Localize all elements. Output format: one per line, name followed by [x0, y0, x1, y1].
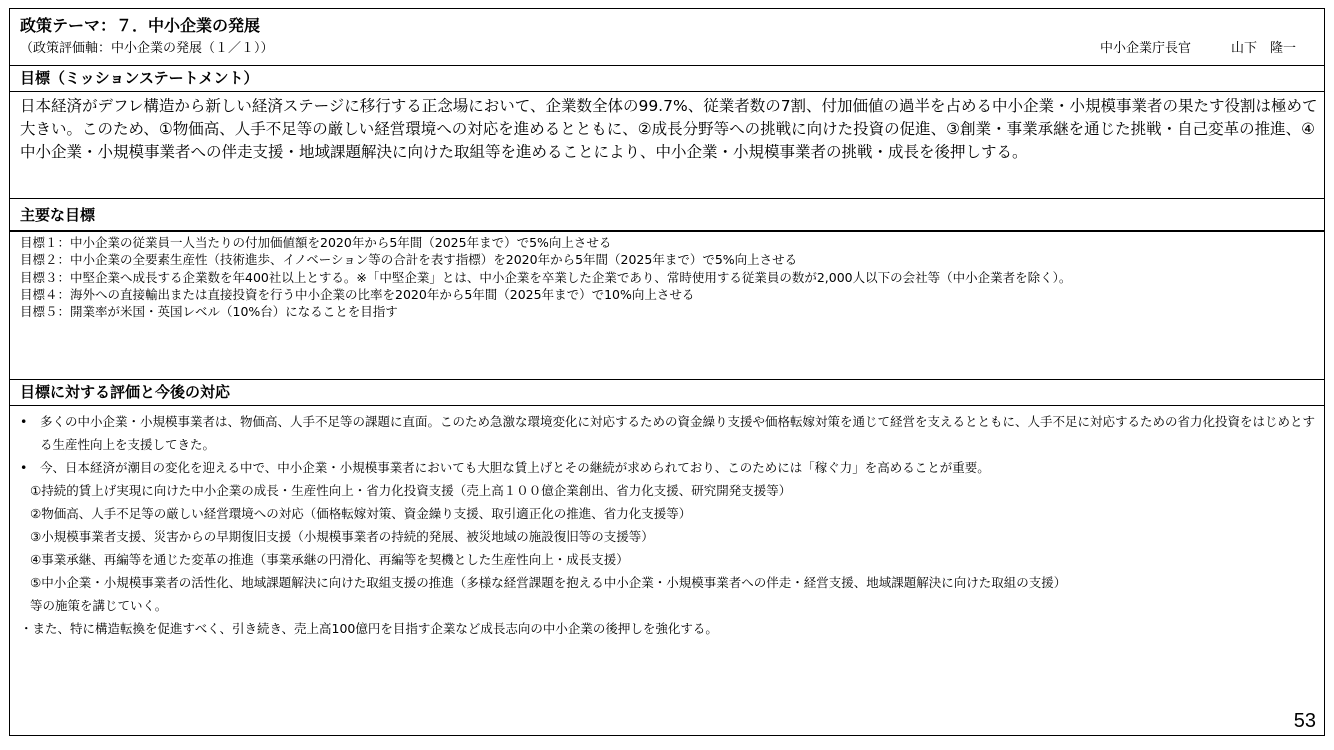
- header: [10, 9, 1324, 65]
- slide-frame: [9, 8, 1325, 736]
- measures-tail: 等の施策を講じていく。: [30, 598, 168, 613]
- evaluation-heading: 目標に対する評価と今後の対応: [10, 379, 1324, 406]
- goal-item: 目標４：海外への直接輸出または直接投資を行う中小企業の比率を2020年から5年間（2025年まで）で10%向上させる: [20, 286, 695, 302]
- measures-list: [20, 479, 1318, 617]
- officer-title: 中小企業庁長官: [1099, 41, 1191, 56]
- measure-item: ③小規模事業者支援、災害からの早期復旧支援（小規模事業者の持続的発展、被災地域の施設復旧等の支援等）: [30, 529, 654, 544]
- theme-subtitle: （政策評価軸：中小企業の発展（１／１））: [20, 41, 274, 56]
- bullet-mark: •: [20, 460, 28, 475]
- mission-body: 日本経済がデフレ構造から新しい経済ステージに移行する正念場において、企業数全体の99.7%、従業者数の7割、付加価値の過半を占める中小企業・小規模事業者の果たす役割は極めて大きい。このため、①物価高、人手不足等の厳しい経営環境への対応を進めるとともに、②成長分野等への挑戦に向けた投資の促進、③創業・事業承継を通じた挑戦・自己変革の推進、④中小企業・小規模事業者への伴走支援・地域課題解決に向けた取組等を進めることにより、中小企業・小規模事業者の挑戦・成長を後押しする。: [20, 97, 1318, 161]
- bullet-text: 今、日本経済が潮目の変化を迎える中で、中小企業・小規模事業者においても大胆な賃上げとその継続が求められており、このためには「稼ぐ力」を高めることが重要。: [40, 460, 990, 475]
- goal-item: 目標２：中小企業の全要素生産性（技術進歩、イノベーション等の合計を表す指標）を2020年から5年間（2025年まで）で5%向上させる: [20, 252, 798, 268]
- goals-list: [20, 234, 1316, 320]
- goal-item: 目標５：開業率が米国・英国レベル（10%台）になることを目指す: [20, 304, 398, 320]
- closing-text: ・また、特に構造転換を促進すべく、引き続き、売上高100億円を目指す企業など成長志向の中小企業の後押しを強化する。: [20, 621, 718, 636]
- page-number: 53: [1293, 710, 1316, 732]
- goal-item: 目標３：中堅企業へ成長する企業数を年400社以上とする。※「中堅企業」とは、中小企業を卒業した企業であり、常時使用する従業員の数が2,000人以下の会社等（中小企業者を除く）。: [20, 269, 1072, 285]
- officer-name: 山下 隆一: [1230, 41, 1296, 56]
- evaluation-bullet: [20, 456, 1318, 479]
- measure-item: ②物価高、人手不足等の厳しい経営環境への対応（価格転嫁対策、資金繰り支援、取引適正化の推進、省力化支援等）: [30, 506, 692, 521]
- goal-item: 目標１：中小企業の従業員一人当たりの付加価値額を2020年から5年間（2025年まで）で5%向上させる: [20, 235, 612, 250]
- goals-heading: 主要な目標: [10, 198, 1324, 232]
- theme-title: 政策テーマ：７．中小企業の発展: [20, 16, 261, 35]
- measure-item: ①持続的賃上げ実現に向けた中小企業の成長・生産性向上・省力化投資支援（売上高１００億企業創出、省力化支援、研究開発支援等）: [30, 483, 792, 498]
- measure-item: ⑤中小企業・小規模事業者の活性化、地域課題解決に向けた取組支援の推進（多様な経営課題を抱える中小企業・小規模事業者への伴走・経営支援、地域課題解決に向けた取組の支援）: [30, 575, 1067, 590]
- bullet-text: 多くの中小企業・小規模事業者は、物価高、人手不足等の課題に直面。このため急激な環境変化に対応するための資金繰り支援や価格転嫁対策を通じて経営を支えるとともに、人手不足に対応するための省力化投資をはじめとする生産性向上を支援してきた。: [40, 414, 1316, 452]
- evaluation-bullet: [20, 410, 1318, 456]
- evaluation-body: [20, 410, 1318, 640]
- mission-heading: 目標（ミッションステートメント）: [10, 65, 1324, 92]
- measure-item: ④事業承継、再編等を通じた変革の推進（事業承継の円滑化、再編等を契機とした生産性向上・成長支援）: [30, 552, 629, 567]
- bullet-mark: •: [20, 414, 28, 429]
- officer-info: [1100, 37, 1296, 56]
